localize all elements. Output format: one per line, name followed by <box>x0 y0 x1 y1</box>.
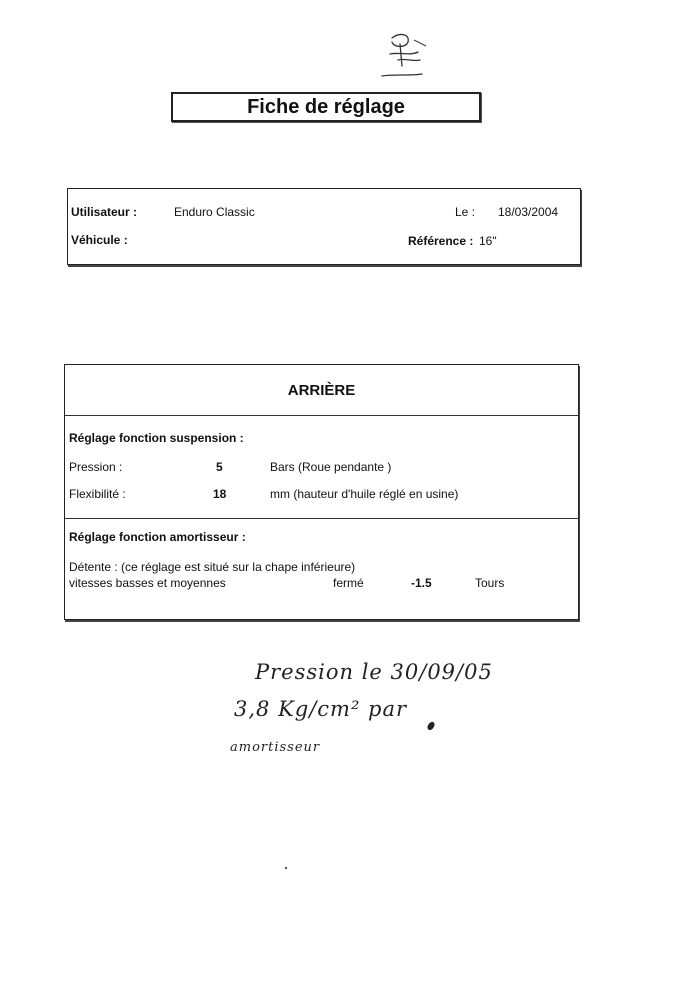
handwritten-note-line1: Pression le 30/09/05 <box>255 660 493 684</box>
divider <box>65 518 578 519</box>
pressure-label: Pression : <box>69 460 123 474</box>
date-label: Le : <box>455 205 476 219</box>
vehicle-label: Véhicule : <box>71 233 128 247</box>
damper-state: fermé <box>333 576 364 590</box>
user-label: Utilisateur : <box>71 205 138 219</box>
date-value: 18/03/2004 <box>498 205 559 219</box>
flexibility-label: Flexibilité : <box>69 487 126 501</box>
section-title: ARRIÈRE <box>287 382 356 399</box>
info-panel <box>67 188 581 265</box>
damper-heading: Réglage fonction amortisseur : <box>69 530 246 544</box>
page-title: Fiche de réglage <box>171 92 481 122</box>
flexibility-value: 18 <box>213 487 227 501</box>
ink-mark <box>425 720 437 732</box>
pressure-value: 5 <box>216 460 223 474</box>
handwritten-signature <box>370 30 440 82</box>
speeds-label: vitesses basses et moyennes <box>69 576 226 590</box>
reference-label: Référence : <box>408 234 474 248</box>
flexibility-unit: mm (hauteur d'huile réglé en usine) <box>270 487 459 501</box>
suspension-heading: Réglage fonction suspension : <box>69 431 244 445</box>
rear-settings-panel <box>64 364 579 620</box>
divider <box>65 415 578 416</box>
ink-dot <box>283 865 289 871</box>
damper-unit: Tours <box>475 576 505 590</box>
user-value: Enduro Classic <box>174 205 255 219</box>
handwritten-note-line2: 3,8 Kg/cm² par <box>234 697 408 721</box>
pressure-unit: Bars (Roue pendante ) <box>270 460 392 474</box>
damper-value: -1.5 <box>411 576 432 590</box>
reference-value: 16" <box>479 234 497 248</box>
handwritten-note-line3: amortisseur <box>230 740 321 755</box>
rebound-label: Détente : (ce réglage est situé sur la chape inférieure) <box>69 560 356 574</box>
